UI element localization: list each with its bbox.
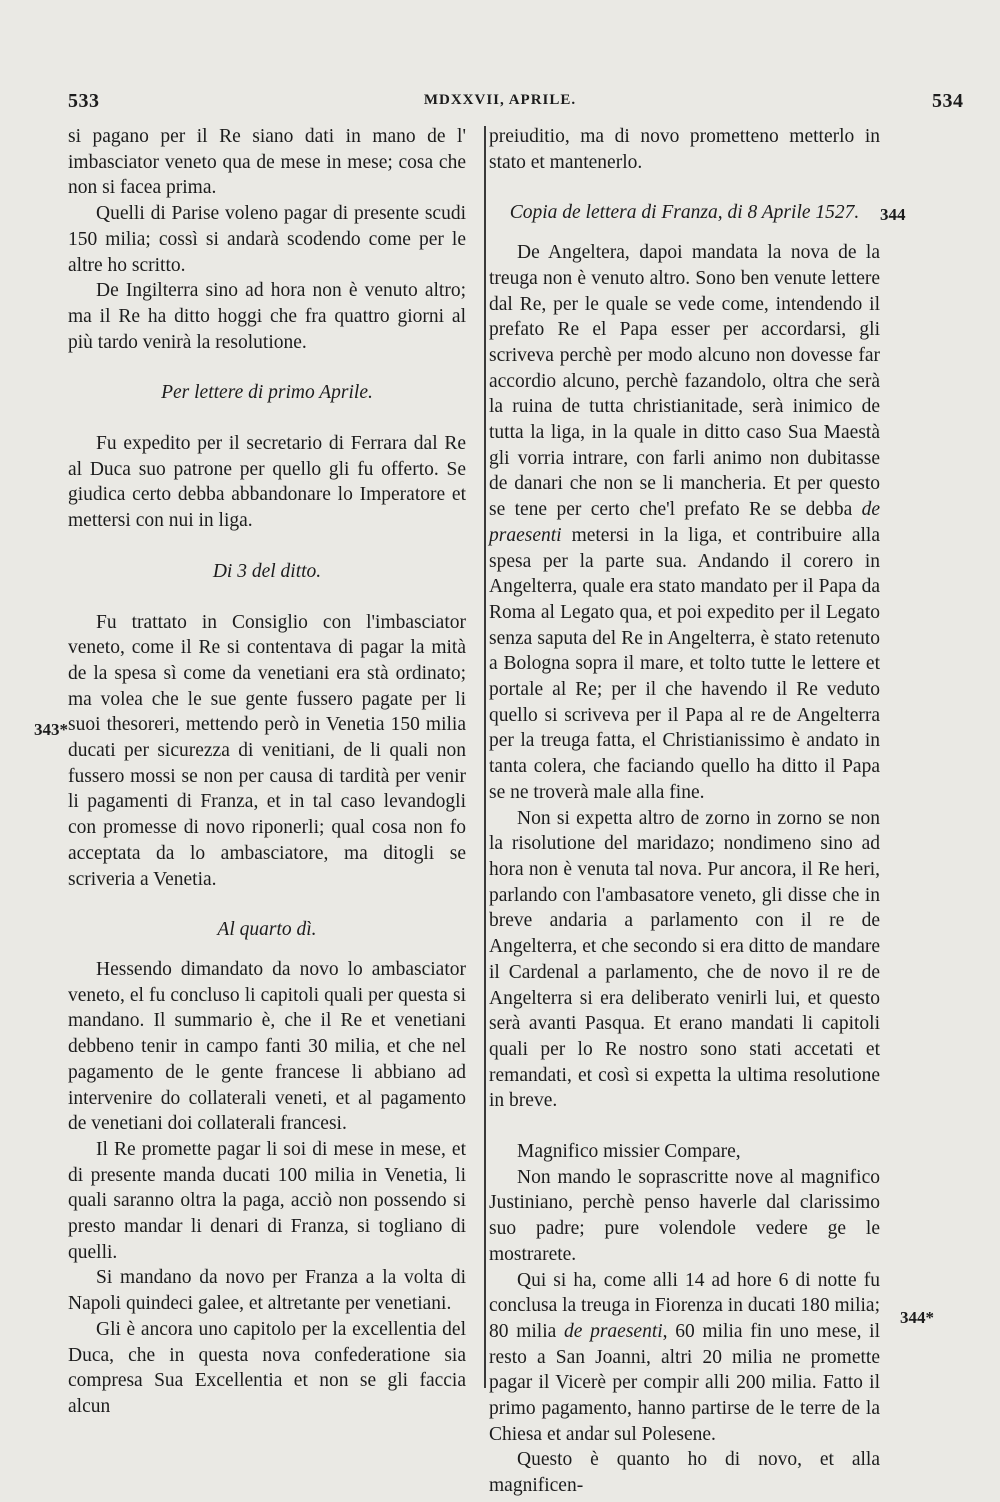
text-run: , 60 milia fin uno mese, il resto a San Joanni, altri 20 milia ne promette pagar il Vicerè per compir alli 200 milia. Fatto il primo pagamento, hanno partirse de le terre de la Chiesa et andar sul Polesene. (489, 1320, 881, 1445)
running-head: MDXXVII, APRILE. (423, 92, 577, 108)
latin-phrase: de praesenti (563, 1320, 663, 1342)
margin-note-right-top: 344 (880, 205, 906, 224)
paragraph: Fu trattato in Consiglio con l'imbasciator veneto, come il Re si contentava di pagar la mità de la spesa sì come da venetiani era stà ordinato; ma volea che le sue gente fussero pagate per li suoi thesoreri, mettendo però in Venetia 150 milia ducati per sicurezza di venitiani, de li quali non fussero mossi se non per causa di tardità per venir li pagamenti di Franza, et in tal caso levandogli con promesse di novo riponerli; qual cosa non fo acceptata da lo ambasciatore, ma ditogli se scriveria a Venetia. (68, 611, 466, 890)
section-heading: Al quarto dì. (217, 919, 317, 941)
paragraph: Il Re promette pagar li soi di mese in mese, et di presente manda ducati 100 milia in Venetia, li quali saranno oltra la paga, acciò non possendo si presto mandar li denari di Franza, si togliano di quelli. (68, 1138, 466, 1263)
right-column (489, 124, 880, 1499)
paragraph: Quelli di Parise voleno pagar di presente scudi 150 milia; cossì si andarà scodendo come per le altre ho scritto. (68, 203, 466, 276)
margin-note-left: 343* (34, 720, 68, 739)
page-number-right: 534 (932, 90, 964, 112)
paragraph: Gli è ancora uno capitolo per la excellentia del Duca, che in questa nova confederatione sia compresa Sua Excellentia et non se gli faccia alcun (68, 1318, 466, 1417)
paragraph (489, 1268, 880, 1448)
paragraph: De Ingilterra sino ad hora non è venuto altro; ma il Re ha ditto hoggi che fra quattro giorni al più tardo venirà la resolutione. (68, 280, 466, 353)
paragraph: Questo è quanto ho di novo, et alla magnificen- (489, 1449, 880, 1497)
paragraph: Non si expetta altro de zorno in zorno se non la risolutione del maridazo; nondimeno sino ad hora non è venuta tal nova. Pur ancora, il Re heri, parlando con l'ambasatore veneto, gli disse che in breve andaria a parlamento con il re de Angelterra, et che secondo si era ditto de mandare il Cardenal a parlamento, che de novo il re de Angelterra si era deliberato venirli lui, et questo serà avanti Pasqua. Et erano mandati li capitoli quali per lo Re nostro sono stati accetati et remandati, et così si expetta la ultima resolutione in breve. (489, 807, 880, 1112)
paragraph (489, 240, 880, 805)
page-number-left: 533 (68, 90, 100, 112)
column-divider (484, 126, 486, 1388)
margin-note-right-bottom: 344* (900, 1308, 934, 1327)
section-heading: Di 3 del ditto. (212, 560, 322, 582)
letter-salutation: Magnifico missier Compare, (517, 1141, 741, 1163)
section-heading: Per lettere di primo Aprile. (161, 382, 373, 404)
text-run: Qui si ha, come alli 14 ad hore 6 di notte fu conclusa la treuga in Fiorenza in ducati 180 milia; 80 milia (489, 1269, 880, 1342)
text-run: metersi in la liga, et contribuire alla spesa per la parte sua. Andando il corero in Angelterra, quale era stato mandato per il Papa da Roma al Legato qua, et poi expedito per il Legato senza saputa del Re in Angelterra, è stato retenuto a Bologna sopra il mare, et tolto tutte le lettere et portale al Re; per il che havendo il Re veduto quello si scriveva per il Papa al re de Angelterra per la treuga fatta, el Christianissimo è andato in tanta colera, che faciando quello ha ditto il Papa se ne troverà male alla fine. (489, 524, 880, 803)
latin-phrase: de praesenti (489, 499, 880, 546)
paragraph: Hessendo dimandato da novo lo ambasciator veneto, el fu concluso li capitoli quali per questa si mandano. Il summario è, che il Re et venetiani debbeno tenir in campo fanti 30 milia, et che nel pagamento de le gente francese li abbiano ad intervenire do collaterali veneti, et al pagamento de venetiani doi collaterali francesi. (68, 958, 466, 1135)
section-heading: Copia de lettera di Franza, di 8 Aprile 1527. (509, 202, 860, 224)
paragraph: preiuditio, ma di novo prometteno metterlo in stato et mantenerlo. (489, 126, 880, 173)
paragraph: Fu expedito per il secretario di Ferrara dal Re al Duca suo patrone per quello gli fu offerto. Se giudica certo debba abbandonare lo Imperatore et mettersi con nui in liga. (68, 433, 466, 532)
left-column (68, 124, 466, 1420)
paragraph: si pagano per il Re siano dati in mano de l' imbasciator veneto qua de mese in mese; cosa che non si facea prima. (68, 126, 466, 199)
paragraph: Si mandano da novo per Franza a la volta di Napoli quindeci galee, et altretante per venetiani. (68, 1267, 466, 1315)
paragraph: Non mando le soprascritte nove al magnifico Justiniano, perchè penso haverle dal clarissimo suo padre; pure volendole vedere ge le mostrarete. (489, 1166, 880, 1265)
text-run: De Angeltera, dapoi mandata la nova de la treuga non è venuto altro. Sono ben venute lettere dal Re, per le quale se vede come, intendendo il prefato Re el Papa esser per accordarsi, gli scriveva perchè per modo alcuno non dovesse far accordio alcuno, perchè fazandolo, oltra che serà la ruina de tutta christianitade, serà inimico de tutta la liga, in la quale in ditto caso Sua Maestà gli vorria intrare, con farli animo non dubitasse de danari che non se li mancheria. Et per questo se tene per certo che'l prefato Re se debba (489, 242, 880, 521)
